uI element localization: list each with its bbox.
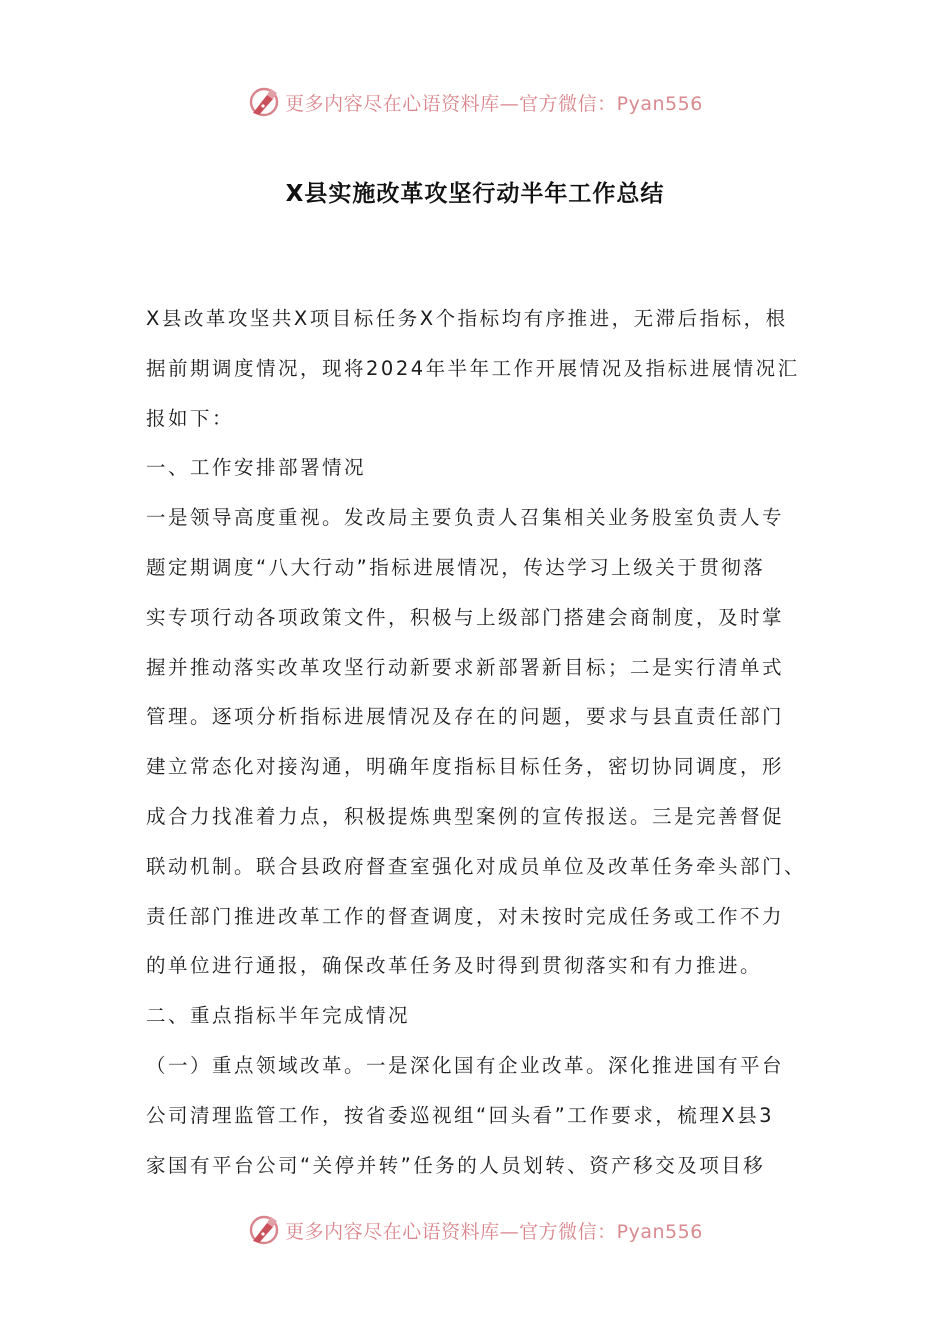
section-heading: 二、重点指标半年完成情况	[146, 1004, 411, 1028]
body-line: 的单位进行通报，确保改革任务及时得到贯彻落实和有力推进。	[146, 954, 763, 978]
watermark-text: 更多内容尽在心语资料库—官方微信：Pyan556	[285, 1220, 703, 1243]
body-line: 报如下：	[146, 406, 235, 430]
body-line: 联动机制。联合县政府督查室强化对成员单位及改革任务牵头部门、	[146, 854, 807, 878]
pen-nib-icon	[247, 85, 281, 119]
document-title: X县实施改革攻坚行动半年工作总结	[285, 181, 665, 207]
body-line: 责任部门推进改革工作的督查调度，对未按时完成任务或工作不力	[146, 904, 785, 928]
section-heading: 一、工作安排部署情况	[146, 456, 367, 480]
watermark-banner-bottom	[0, 1210, 950, 1250]
wechat-handle: Pyan556	[616, 92, 703, 115]
body-line: 据前期调度情况，现将2024年半年工作开展情况及指标进展情况汇	[146, 356, 800, 380]
body-line: 管理。逐项分析指标进展情况及存在的问题，要求与县直责任部门	[146, 705, 785, 729]
watermark-banner-top	[0, 82, 950, 122]
wechat-handle: Pyan556	[616, 1220, 703, 1243]
body-line: （一）重点领域改革。一是深化国有企业改革。深化推进国有平台	[146, 1053, 785, 1077]
watermark-text: 更多内容尽在心语资料库—官方微信：Pyan556	[285, 92, 703, 115]
body-line: 家国有平台公司“关停并转”任务的人员划转、资产移交及项目移	[146, 1153, 766, 1177]
body-line: 成合力找准着力点，积极提炼典型案例的宣传报送。三是完善督促	[146, 804, 785, 828]
pen-nib-icon	[247, 1213, 281, 1247]
body-line: 建立常态化对接沟通，明确年度指标目标任务，密切协同调度，形	[146, 755, 785, 779]
body-line: X县改革攻坚共X项目标任务X个指标均有序推进，无滞后指标，根	[146, 307, 788, 330]
document-body	[146, 294, 806, 1190]
body-line: 握并推动落实改革攻坚行动新要求新部署新目标；二是实行清单式	[146, 655, 785, 679]
body-line: 实专项行动各项政策文件，积极与上级部门搭建会商制度，及时掌	[146, 605, 785, 629]
body-line: 一是领导高度重视。发改局主要负责人召集相关业务股室负责人专	[146, 506, 785, 530]
body-line: 公司清理监管工作，按省委巡视组“回头看”工作要求，梳理X县3	[146, 1103, 774, 1127]
body-line: 题定期调度“八大行动”指标进展情况，传达学习上级关于贯彻落	[146, 555, 766, 579]
